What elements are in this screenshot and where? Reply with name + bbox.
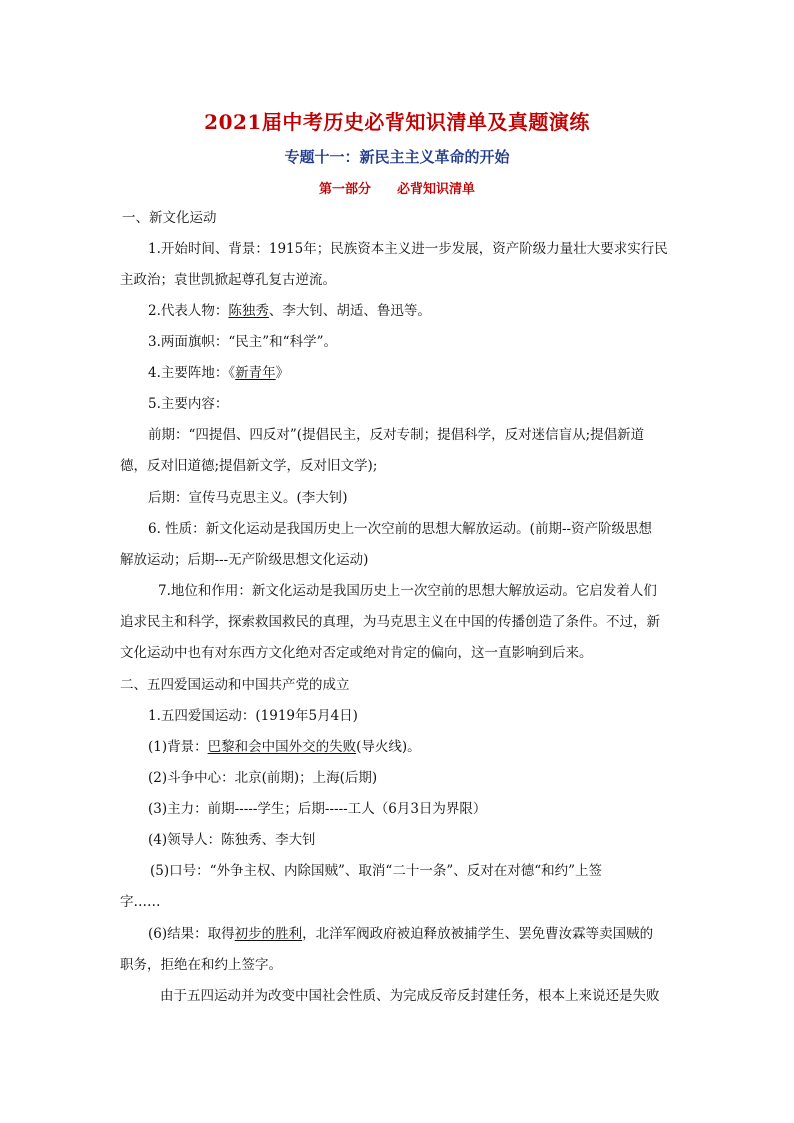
item-label: 4.主要阵地：《: [148, 365, 236, 381]
item-label: (1)背景：: [148, 739, 208, 755]
paragraph-line: 德，反对旧道德;提倡新文学，反对旧文学);: [120, 458, 378, 474]
item-text: (导火线)。: [356, 739, 421, 755]
item-label: 2.代表人物：: [148, 303, 229, 319]
paragraph-line: 前期：“四提倡、四反对”(提倡民主，反对专制；提倡科学，反对迷信盲从;提倡新道: [148, 427, 645, 443]
paragraph-line: [148, 737, 421, 757]
paragraph-line: 后期：宣传马克思主义。(李大钊): [148, 490, 348, 506]
paragraph-line: 1.五四爱国运动：(1919年5月4日): [148, 708, 358, 724]
paragraph-line: 5.主要内容：: [148, 396, 229, 412]
section-heading-2: 二、五四爱国运动和中国共产党的成立: [120, 677, 350, 693]
paragraph-line: (2)斗争中心：北京(前期)；上海(后期): [148, 770, 378, 786]
item-text: 》: [275, 365, 290, 381]
paragraph-line: [148, 363, 289, 383]
paragraph-line: 1.开始时间、背景：1915年；民族资本主义进一步发展，资产阶级力量壮大要求实行民: [148, 241, 668, 257]
paragraph-line: 字……: [120, 894, 161, 910]
part-heading: [0, 178, 794, 197]
paragraph-line: (4)领导人：陈独秀、李大钊: [148, 832, 316, 848]
paragraph-line: 6. 性质：新文化运动是我国历史上一次空前的思想大解放运动。(前期--资产阶级思想: [148, 521, 653, 537]
paris-conference-link[interactable]: 巴黎和会中国外交的失败: [207, 739, 357, 755]
document-title: 2021届中考历史必背知识清单及真题演练: [204, 110, 590, 134]
paragraph-line: 解放运动；后期---无产阶级思想文化运动): [120, 552, 369, 568]
paragraph-line: 追求民主和科学，探索救国救民的真理，为马克思主义在中国的传播创造了条件。不过，新: [120, 614, 660, 630]
paragraph-line: [148, 301, 431, 321]
paragraph-line: [148, 924, 653, 944]
paragraph-line: 文化运动中也有对东西方文化绝对否定或绝对肯定的偏向，这一直影响到后来。: [120, 645, 593, 661]
paragraph-line: 7.地位和作用：新文化运动是我国历史上一次空前的思想大解放运动。它启发着人们: [158, 583, 657, 599]
new-youth-link[interactable]: 新青年: [235, 365, 276, 381]
paragraph-line: (5)口号：“外争主权、内除国贼”、取消“二十一条”、反对在对德“和约”上签: [150, 863, 603, 879]
part-number: 第一部分: [318, 182, 371, 197]
paragraph-line: 3.两面旗帜：“民主”和“科学”。: [148, 334, 337, 350]
paragraph-line: 职务，拒绝在和约上签字。: [120, 957, 282, 973]
item-text: 、李大钊、胡适、鲁迅等。: [268, 303, 431, 319]
initial-victory-link[interactable]: 初步的胜利: [234, 926, 303, 942]
section-heading-1: 一、新文化运动: [122, 210, 217, 226]
paragraph-line: 由于五四运动并为改变中国社会性质、为完成反帝反封建任务，根本上来说还是失败: [160, 988, 660, 1004]
chen-duxiu-link[interactable]: 陈独秀: [228, 303, 269, 319]
paragraph-line: (3)主力：前期-----学生；后期-----工人（6月3日为界限）: [148, 801, 487, 817]
item-text: ，北洋军阀政府被迫释放被捕学生、罢免曹汝霖等卖国贼的: [302, 926, 654, 942]
topic-subtitle: 专题十一：新民主主义革命的开始: [284, 148, 510, 166]
part-name: 必背知识清单: [397, 182, 476, 197]
item-label: (6)结果：取得: [148, 926, 235, 942]
paragraph-line: 主政治；袁世凯掀起尊孔复古逆流。: [120, 272, 336, 288]
